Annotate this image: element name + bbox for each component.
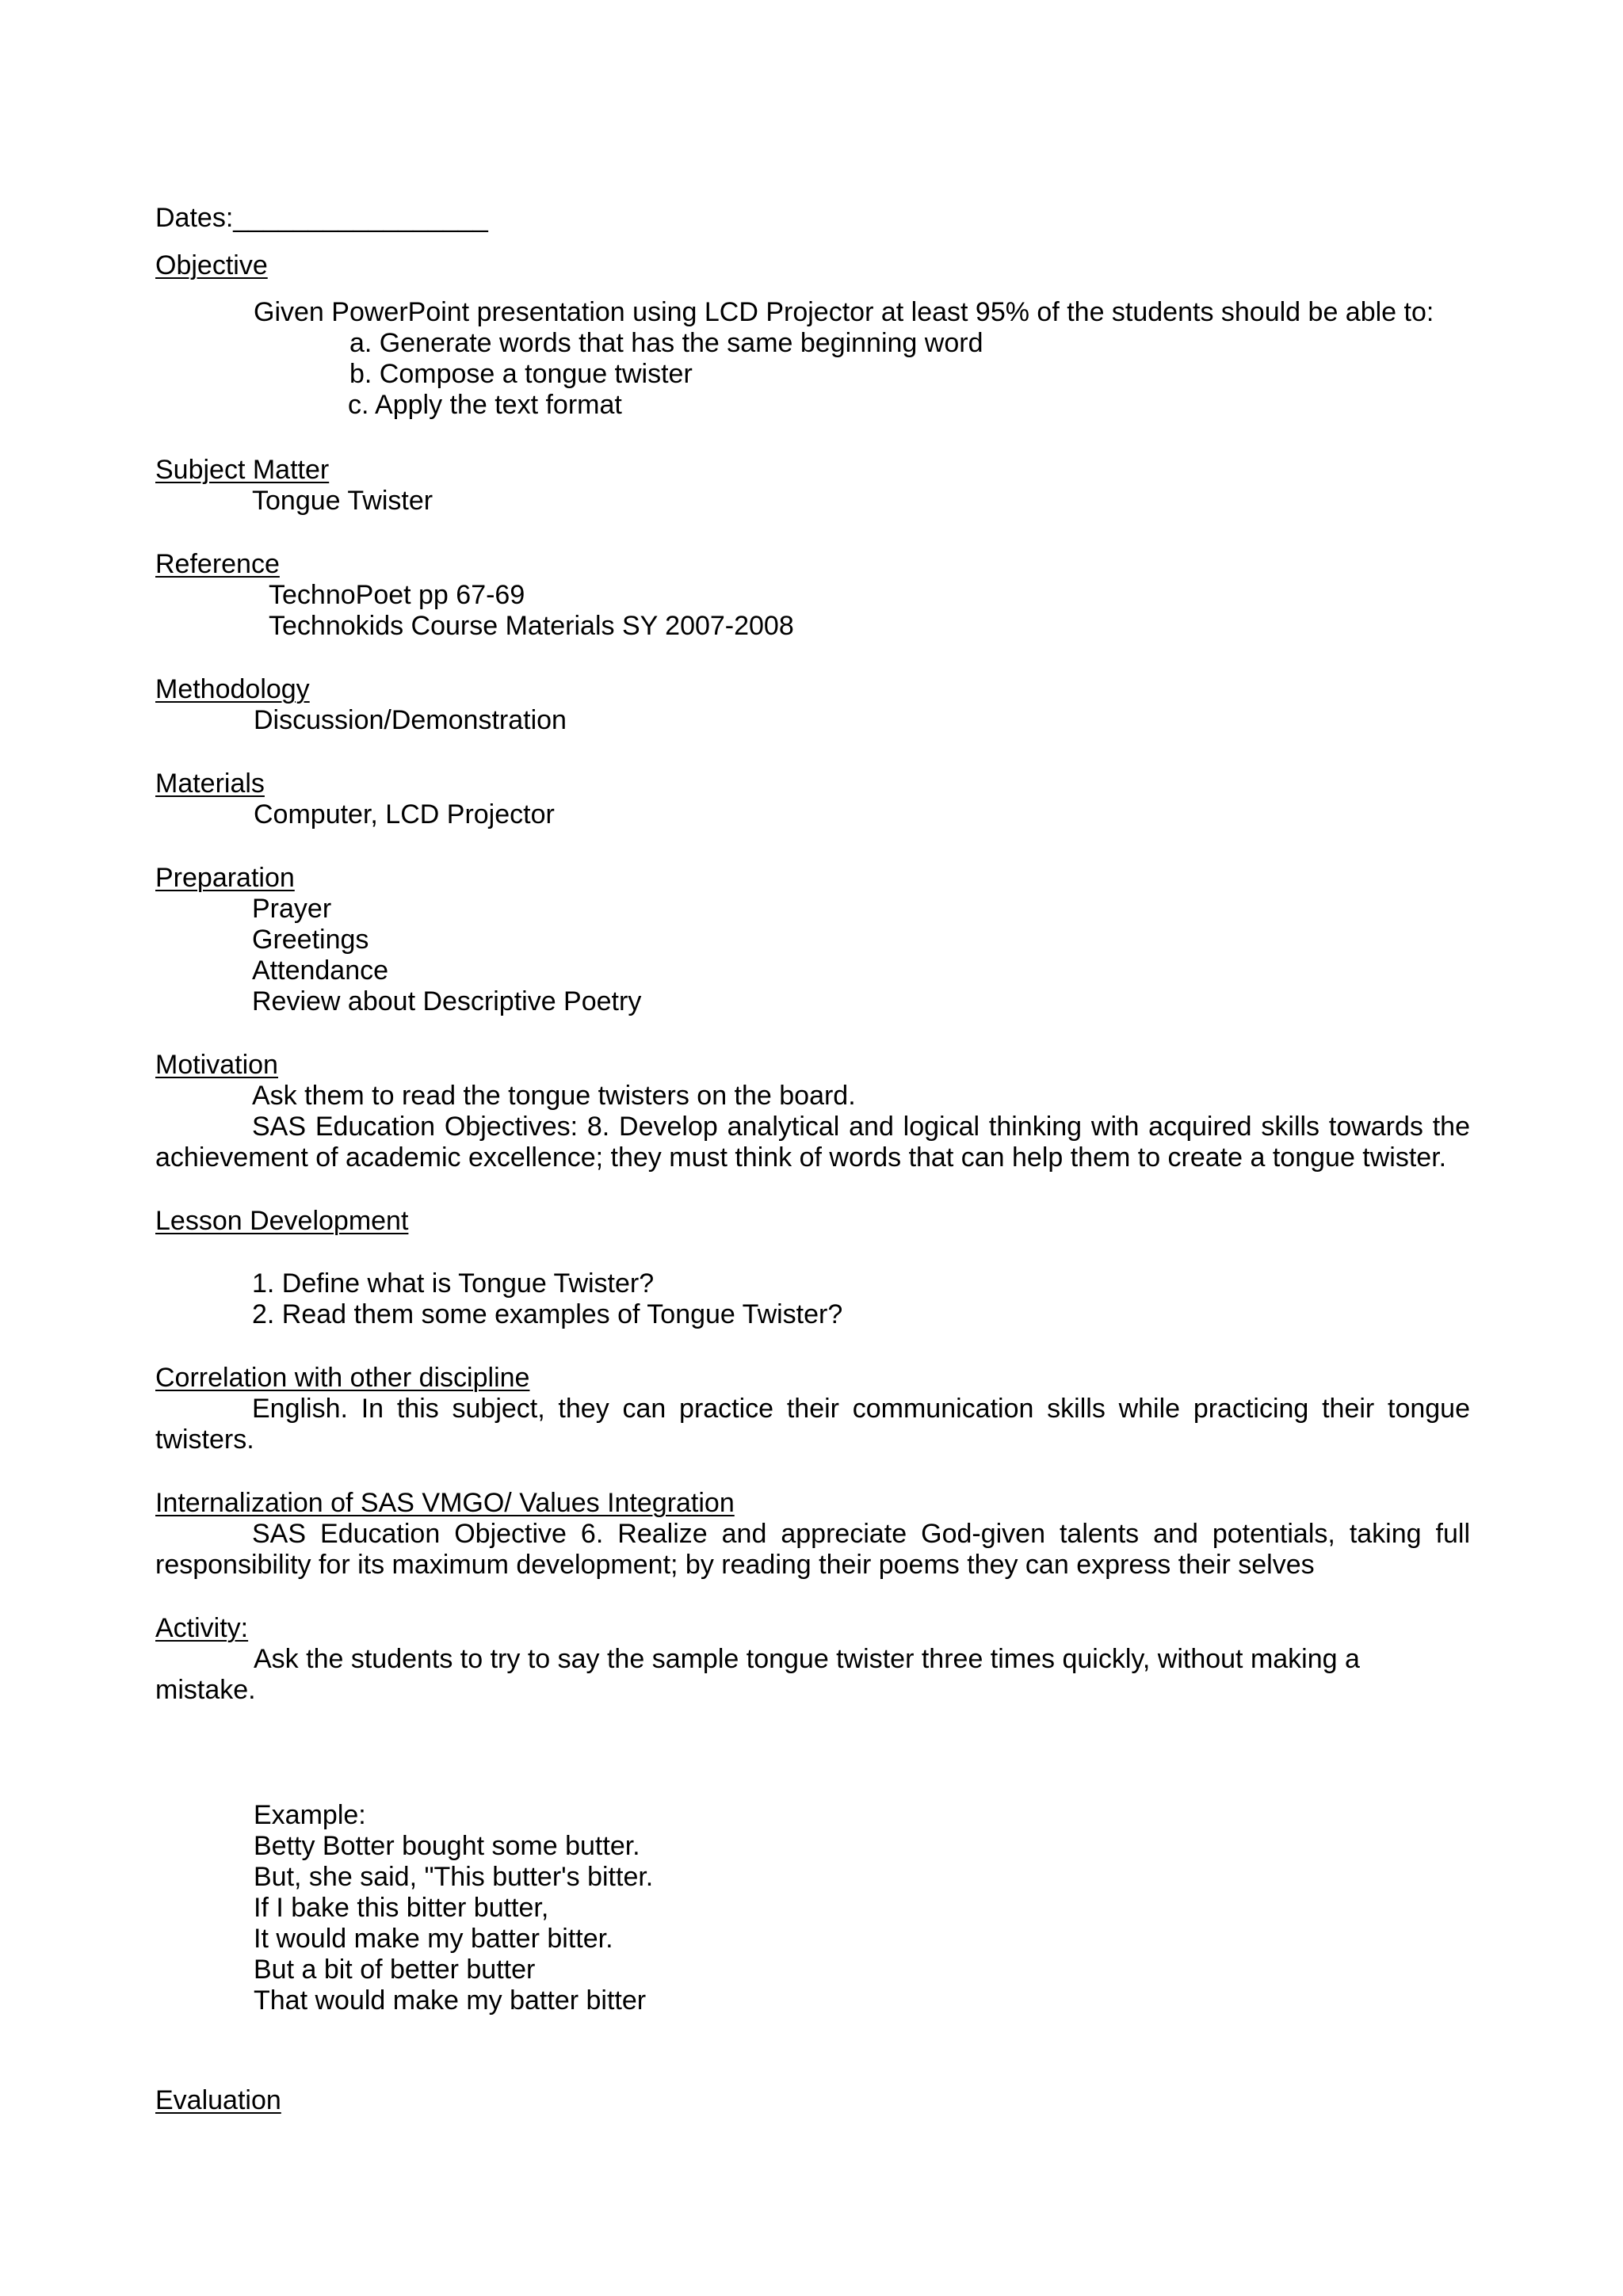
example-line-1: Betty Botter bought some butter. [254,1831,640,1861]
subject-matter-heading: Subject Matter [155,455,330,485]
correlation-line-1: English. In this subject, they can practice their communication skills while practicing their tongue [252,1394,1470,1424]
dates-line [155,204,488,231]
reference-line-2: Technokids Course Materials SY 2007-2008 [269,611,794,641]
lesson-development-heading: Lesson Development [155,1206,409,1236]
motivation-heading: Motivation [155,1050,278,1080]
example-line-6: That would make my batter bitter [254,1985,647,2016]
methodology-text: Discussion/Demonstration [254,705,567,735]
evaluation-heading: Evaluation [155,2085,281,2115]
example-line-3: If I bake this bitter butter, [254,1893,549,1923]
motivation-line-1: Ask them to read the tongue twisters on the board. [252,1081,856,1111]
internalization-line-1: SAS Education Objective 6. Realize and appreciate God-given talents and potentials, taking full [252,1519,1470,1549]
example-label: Example: [254,1800,366,1830]
preparation-line-4: Review about Descriptive Poetry [252,986,642,1016]
reference-heading: Reference [155,549,280,579]
lesson-item-2: 2. Read them some examples of Tongue Twister? [252,1299,843,1329]
preparation-line-1: Prayer [252,894,332,924]
dates-label: Dates: [155,203,234,233]
objective-item-b: b. Compose a tongue twister [349,359,693,389]
objective-item-a: a. Generate words that has the same beginning word [349,328,983,358]
subject-matter-text: Tongue Twister [252,486,433,516]
activity-line-1: Ask the students to try to say the sample tongue twister three times quickly, without making a [254,1644,1360,1674]
objective-heading: Objective [155,250,268,280]
materials-heading: Materials [155,769,265,799]
correlation-heading: Correlation with other discipline [155,1363,530,1393]
preparation-heading: Preparation [155,863,295,893]
example-line-4: It would make my batter bitter. [254,1924,613,1954]
example-line-2: But, she said, "This butter's bitter. [254,1862,654,1892]
lesson-item-1: 1. Define what is Tongue Twister? [252,1268,655,1299]
materials-text: Computer, LCD Projector [254,799,555,830]
methodology-heading: Methodology [155,674,310,704]
dates-blank: _________________ [233,203,488,233]
correlation-line-2: twisters. [155,1425,254,1455]
internalization-heading: Internalization of SAS VMGO/ Values Integration [155,1488,735,1518]
activity-heading: Activity: [155,1613,249,1643]
internalization-line-2: responsibility for its maximum development; by reading their poems they can express their selves [155,1550,1315,1580]
objective-intro: Given PowerPoint presentation using LCD Projector at least 95% of the students should be able to: [254,297,1434,327]
preparation-line-2: Greetings [252,925,369,955]
motivation-line-2: SAS Education Objectives: 8. Develop analytical and logical thinking with acquired skills towards the [252,1112,1470,1142]
reference-line-1: TechnoPoet pp 67-69 [269,580,525,610]
preparation-line-3: Attendance [252,955,389,986]
motivation-line-3: achievement of academic excellence; they must think of words that can help them to create a tongue twister. [155,1142,1447,1173]
example-line-5: But a bit of better butter [254,1955,536,1985]
activity-line-2: mistake. [155,1675,256,1705]
objective-item-c: c. Apply the text format [348,390,622,420]
